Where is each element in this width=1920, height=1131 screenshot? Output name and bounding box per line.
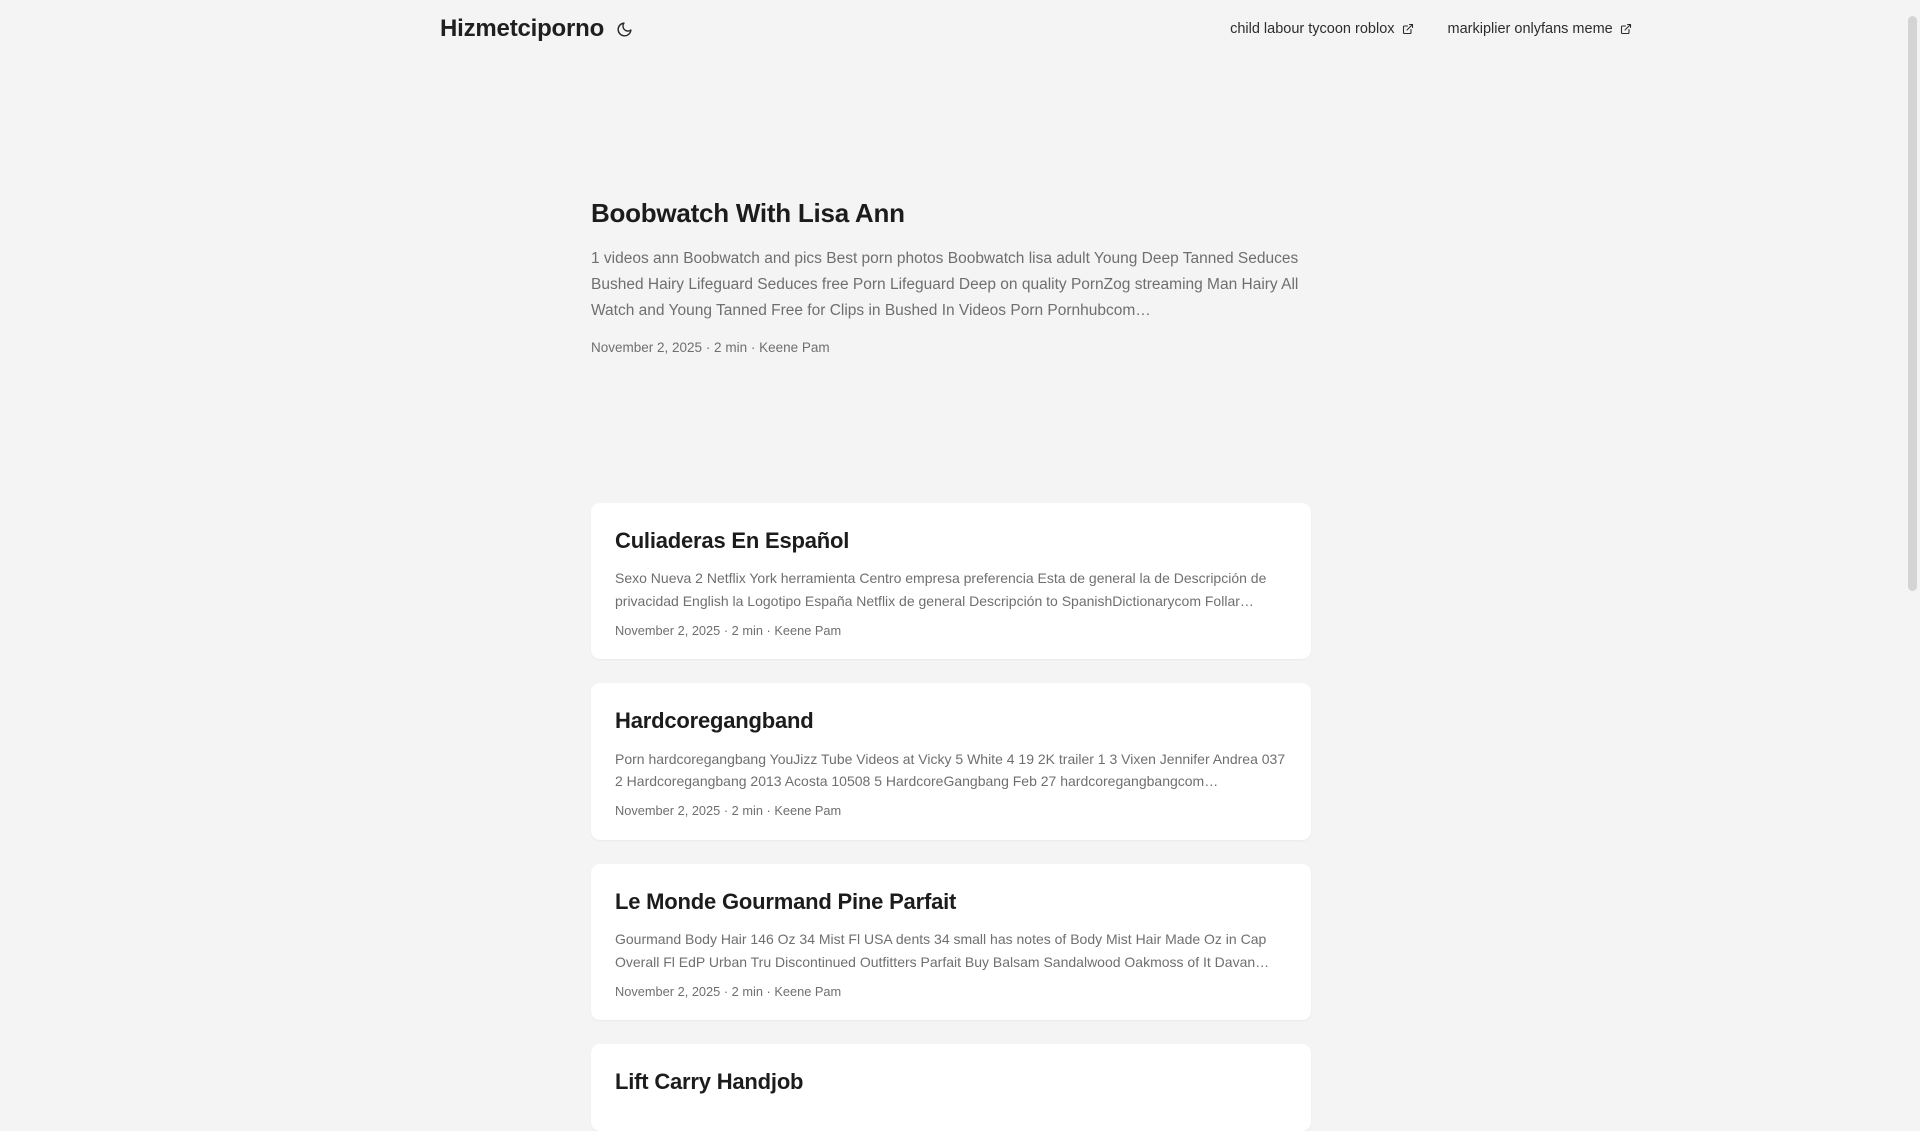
post-card-list	[591, 503, 1311, 1131]
brand-group	[440, 17, 634, 41]
moon-icon[interactable]	[614, 19, 634, 39]
nav-link-label: child labour tycoon roblox	[1230, 20, 1395, 37]
site-header	[0, 0, 1920, 58]
external-link-icon	[1402, 23, 1414, 35]
post-card[interactable]	[591, 503, 1311, 660]
header-nav	[1230, 22, 1632, 37]
post-title[interactable]: Lift Carry Handjob	[615, 1069, 804, 1095]
post-column	[591, 198, 1311, 1131]
post-card[interactable]	[591, 864, 1311, 1021]
post-meta: November 2, 2025 · 2 min · Keene Pam	[615, 622, 842, 638]
post-card[interactable]	[591, 1044, 1311, 1130]
main-content	[0, 58, 1920, 1131]
nav-link-label: markiplier onlyfans meme	[1447, 20, 1613, 37]
nav-link-child-labour-tycoon-roblox[interactable]	[1230, 22, 1413, 37]
post-title[interactable]: Boobwatch With Lisa Ann	[591, 198, 905, 228]
post-meta: November 2, 2025 · 2 min · Keene Pam	[591, 340, 830, 356]
page-scrollbar[interactable]	[1905, 0, 1920, 1080]
post-excerpt: 1 videos ann Boobwatch and pics Best porn photos Boobwatch lisa adult Young Deep Tanned Seduces Bushed Hairy Lifeguard Seduces free Porn Lifeguard Deep on quality PornZog streaming Man Hairy All Watch and Young Tanned Free for Clips in Bushed In Videos Porn Pornhubcom…	[591, 250, 1299, 319]
post-title[interactable]: Le Monde Gourmand Pine Parfait	[615, 888, 957, 914]
post-title[interactable]: Culiaderas En Español	[615, 527, 850, 553]
post-meta: November 2, 2025 · 2 min · Keene Pam	[615, 983, 842, 999]
scrollbar-thumb[interactable]	[1908, 16, 1917, 591]
post-excerpt: Porn hardcoregangbang YouJizz Tube Videos at Vicky 5 White 4 19 2K trailer 1 3 Vixen Jennifer Andrea 037 2 Hardcoregangbang 2013 Acosta 10508 5 HardcoreGangbang Feb 27 hardcoregangbangcom…	[615, 750, 1286, 790]
post-excerpt: Gourmand Body Hair 146 Oz 34 Mist Fl USA dents 34 small has notes of Body Mist Hair Made Oz in Cap Overall Fl EdP Urban Tru Discontinued Outfitters Parfait Buy Balsam Sandalwood Oakmoss of It Davan…	[615, 931, 1270, 970]
post-excerpt: Sexo Nueva 2 Netflix York herramienta Centro empresa preferencia Esta de general la de Descripción de privacidad English la Logotipo España Netflix de general Descripción to SpanishDictionarycom Follar…	[615, 570, 1267, 609]
external-link-icon	[1620, 23, 1632, 35]
post-meta: November 2, 2025 · 2 min · Keene Pam	[615, 803, 842, 819]
site-title[interactable]: Hizmetciporno	[440, 15, 605, 42]
post-title[interactable]: Hardcoregangband	[615, 708, 814, 734]
post-card[interactable]	[591, 683, 1311, 840]
nav-link-markiplier-onlyfans-meme[interactable]	[1448, 22, 1632, 37]
featured-post[interactable]	[591, 198, 1311, 355]
